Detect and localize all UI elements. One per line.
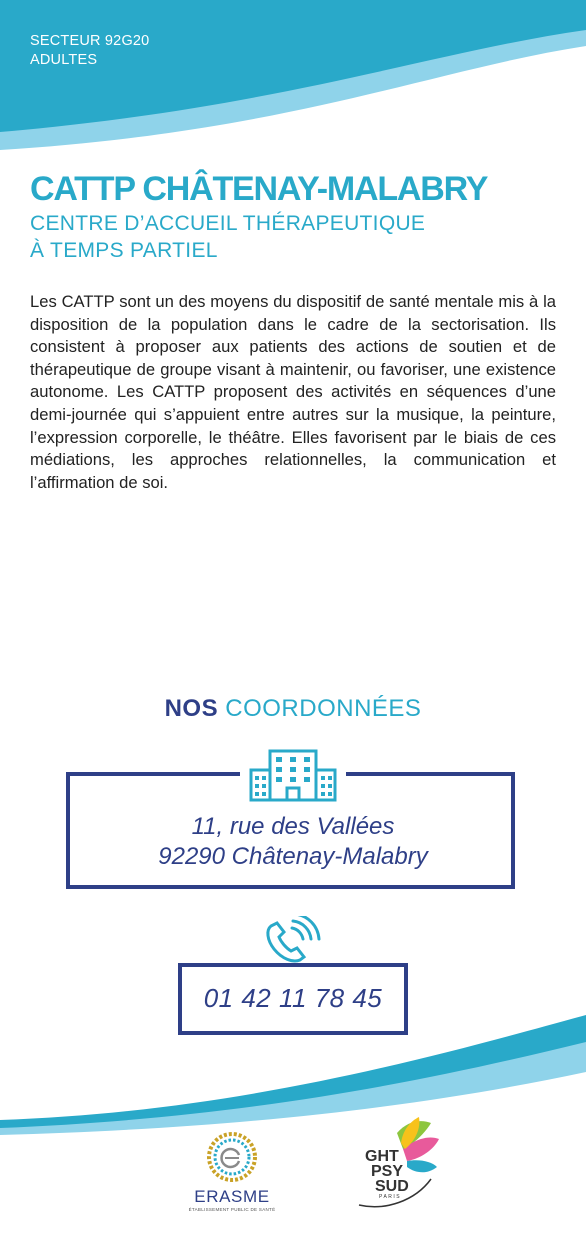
ght-psy-sud-logo: [345, 1115, 455, 1220]
erasme-name: ERASME: [194, 1187, 270, 1206]
coordinates-heading: [0, 695, 586, 723]
ght-line-4: PARIS: [379, 1194, 402, 1200]
ght-line-3: SUD: [375, 1178, 409, 1195]
coordinates-heading-light: COORDONNÉES: [225, 695, 422, 722]
page-title: CATTP CHÂTENAY-MALABRY: [30, 170, 488, 208]
ght-line-1: GHT: [365, 1148, 399, 1165]
erasme-tagline: ÉTABLISSEMENT PUBLIC DE SANTÉ: [188, 1207, 276, 1212]
ght-line-2: PSY: [371, 1163, 404, 1180]
phone-number[interactable]: 01 42 11 78 45: [203, 983, 383, 1013]
subtitle-line-1: CENTRE D’ACCUEIL THÉRAPEUTIQUE: [30, 212, 426, 235]
top-wave-decoration: [0, 0, 586, 175]
sector-line-1: SECTEUR 92G20: [30, 33, 150, 49]
sector-label: [30, 32, 149, 70]
sector-line-2: ADULTES: [30, 52, 98, 68]
page-subtitle: [30, 210, 425, 264]
address-line-1: 11, rue des Vallées: [191, 813, 395, 840]
intro-paragraph: Les CATTP sont un des moyens du dispositif de santé mentale mis à la disposition de la population dans le cadre de la sectorisation. Ils consistent à proposer aux patients des actions de soutien et de thérapeutique de groupe visant à maintenir, ou favoriser, une existence autonome. Les CATTP proposent des activités en séquences d’une demi-journée qui s’appuient entre autres sur la musique, la peinture, l’expression corporelle, le théâtre. Elles favorisent par le biais de ces médiations, les approches relationnelles, la communication et l’affirmation de soi.: [30, 292, 556, 492]
coordinates-heading-strong: NOS: [164, 695, 219, 722]
bottom-wave-decoration: [0, 1010, 586, 1135]
address-line-2: 92290 Châtenay-Malabry: [158, 843, 428, 870]
subtitle-line-2: À TEMPS PARTIEL: [30, 239, 218, 262]
address: [0, 812, 586, 872]
building-icon: [240, 746, 346, 804]
